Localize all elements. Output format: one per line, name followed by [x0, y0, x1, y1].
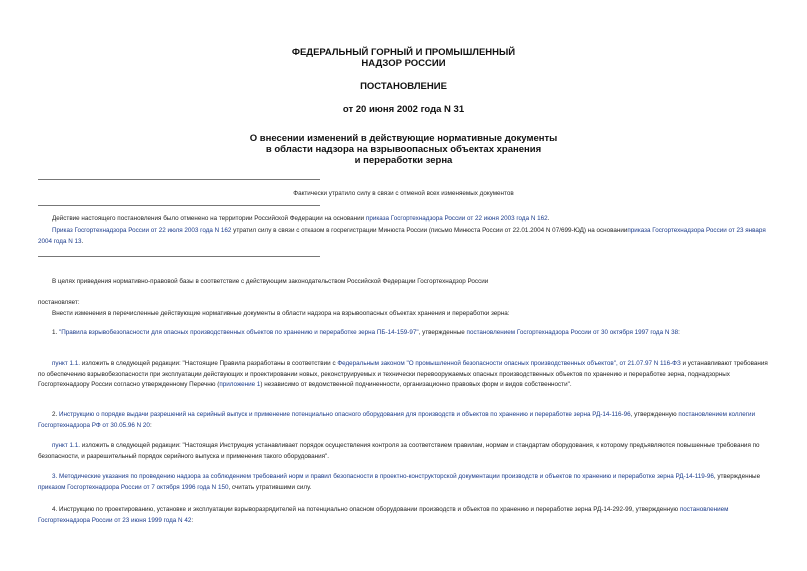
- item-end: :: [678, 329, 680, 336]
- federal-law-link[interactable]: Федеральным законом "О промышленной безопасности опасных производственных объектов", от 21.07.97 N 116-ФЗ: [337, 360, 681, 367]
- item-end: :: [149, 421, 152, 429]
- document-title-line3: и переработки зерна: [354, 155, 453, 166]
- item-text: , утвержденные: [418, 329, 467, 336]
- item-number: 1.: [52, 329, 60, 336]
- order-162-link[interactable]: приказа Госгортехнадзора России от 22 июня 2003 года N 162: [365, 215, 548, 222]
- instruction: Внести изменения в перечисленные действующие нормативные документы в области надзора на взрывоопасных объектах хранения и переработки зерна:: [52, 310, 510, 317]
- sub-text: изложить в следующей редакции: "Настоящие Правила разработаны в соответствии с: [80, 360, 338, 367]
- sub-text: изложить в следующей редакции: "Настоящая Инструкция устанавливает порядок осуществления контроля за соответствием правилам, нормам и стандартам оборудования, к которому предъявляются повышенные требования по безопасности, и разрешительный порядок серийного выпуска и применения такого оборудования".: [38, 442, 760, 460]
- item-1: [38, 328, 768, 339]
- item-text: Инструкцию по проектированию, установке и эксплуатации взрыворазрядителей на потенциально опасном оборудовании производств и объектов по хранению и переработке зерна РД-14-292-99, утвержденную: [59, 506, 680, 513]
- order-150-link[interactable]: приказом Госгортехнадзора России от 7 октября 1996 года N 150: [38, 483, 229, 491]
- document-title-line2: в области надзора на взрывоопасных объектах хранения: [265, 144, 542, 155]
- resolution-42-link[interactable]: постановлением Госгортехнадзора России от 23 июня 1999 года N 42: [38, 506, 729, 524]
- item-2-sub: [38, 441, 768, 462]
- instruction-rd-14-116-96-link[interactable]: Инструкцию о порядке выдачи разрешений на серийный выпуск и применение потенциально опасного оборудования для производств и объектов по хранению и переработке зерна РД-14-116-96: [59, 411, 631, 418]
- sub-text-3: ) независимо от ведомственной подчиненности, организационно правовых форм и видов собственности".: [260, 381, 572, 388]
- item-text: , утвержденную: [630, 411, 679, 418]
- divider: [38, 256, 320, 257]
- document-date-number: от 20 июня 2002 года N 31: [342, 104, 465, 115]
- document-title-line1: О внесении изменений в действующие нормативные документы: [249, 133, 558, 144]
- clause-1-1-link[interactable]: пункт 1.1.: [52, 360, 80, 367]
- item-end: , считать утратившими силу.: [228, 483, 312, 491]
- item-number: 3.: [52, 473, 60, 480]
- resolves-label: постановляет:: [38, 299, 80, 306]
- item-3: [38, 472, 768, 493]
- collegium-resolution-20-link[interactable]: постановлением коллегии Госгортехнадзора РФ от 30.05.96 N 20: [38, 411, 756, 429]
- cancel-note-text: Действие настоящего постановления было отменено на территории Российской Федерации на основании: [52, 215, 366, 222]
- cancel-note-paragraph-2: [38, 226, 768, 247]
- divider: [38, 205, 320, 206]
- order-162-link-2[interactable]: Приказ Госгортехнадзора России от 22 июля 2003 года N 162: [52, 227, 232, 234]
- item-number: 4.: [52, 506, 60, 513]
- cancel-note-paragraph-1: [38, 214, 768, 225]
- item-4: [38, 505, 768, 526]
- cancel-note-end: .: [547, 215, 550, 222]
- cancel-note-end-2: .: [81, 237, 84, 245]
- sub-text-2: и устанавливают требования по обеспечению взрывобезопасности при эксплуатации действующих и проектировании новых, реконструируемых и технически перевооружаемых опасных производственных объектов по хранению и переработке зерна, поднадзорных Госгортехнадзору России согласно утвержденному Перечню (: [38, 360, 768, 388]
- agency-name-line1: ФЕДЕРАЛЬНЫЙ ГОРНЫЙ И ПРОМЫШЛЕННЫЙ: [291, 47, 516, 58]
- agency-name-line2: НАДЗОР РОССИИ: [361, 58, 446, 69]
- item-number: 2.: [52, 411, 60, 418]
- item-end: :: [191, 516, 194, 524]
- item-text: , утвержденные: [713, 473, 761, 480]
- guidelines-rd-14-119-96-link[interactable]: Методические указания по проведению надзора за соблюдением требований норм и правил безопасности в проектно-конструкторской документации производств и объектов по хранению и переработке зерна РД-14-119-96: [59, 473, 714, 480]
- item-1-sub: [38, 359, 768, 391]
- preamble: В целях приведения нормативно-правовой базы в соответствие с действующим законодательством Российской Федерации Госгортехнадзор России: [52, 278, 489, 285]
- resolution-38-link[interactable]: постановлением Госгортехнадзора России от 30 октября 1997 года N 38: [466, 329, 679, 336]
- status-note: Фактически утратило силу в связи с отменой всех изменяемых документов: [293, 190, 514, 197]
- divider: [38, 179, 320, 180]
- order-13-link[interactable]: приказа Госгортехнадзора России от 23 января 2004 года N 13: [38, 227, 766, 245]
- item-2: [38, 410, 768, 431]
- document-type: ПОСТАНОВЛЕНИЕ: [360, 81, 447, 92]
- cancel-note-text-2: утратил силу в связи с отказом в госрегистрации Минюста России (письмо Минюста России от 22.01.2004 N 07/699-ЮД) на основании: [231, 227, 628, 234]
- clause-1-1-link-2[interactable]: пункт 1.1.: [52, 442, 80, 449]
- appendix-1-link[interactable]: приложение 1: [219, 381, 261, 388]
- rules-pb-14-159-97-link[interactable]: "Правила взрывобезопасности для опасных производственных объектов по хранению и переработке зерна ПБ-14-159-97": [59, 329, 419, 336]
